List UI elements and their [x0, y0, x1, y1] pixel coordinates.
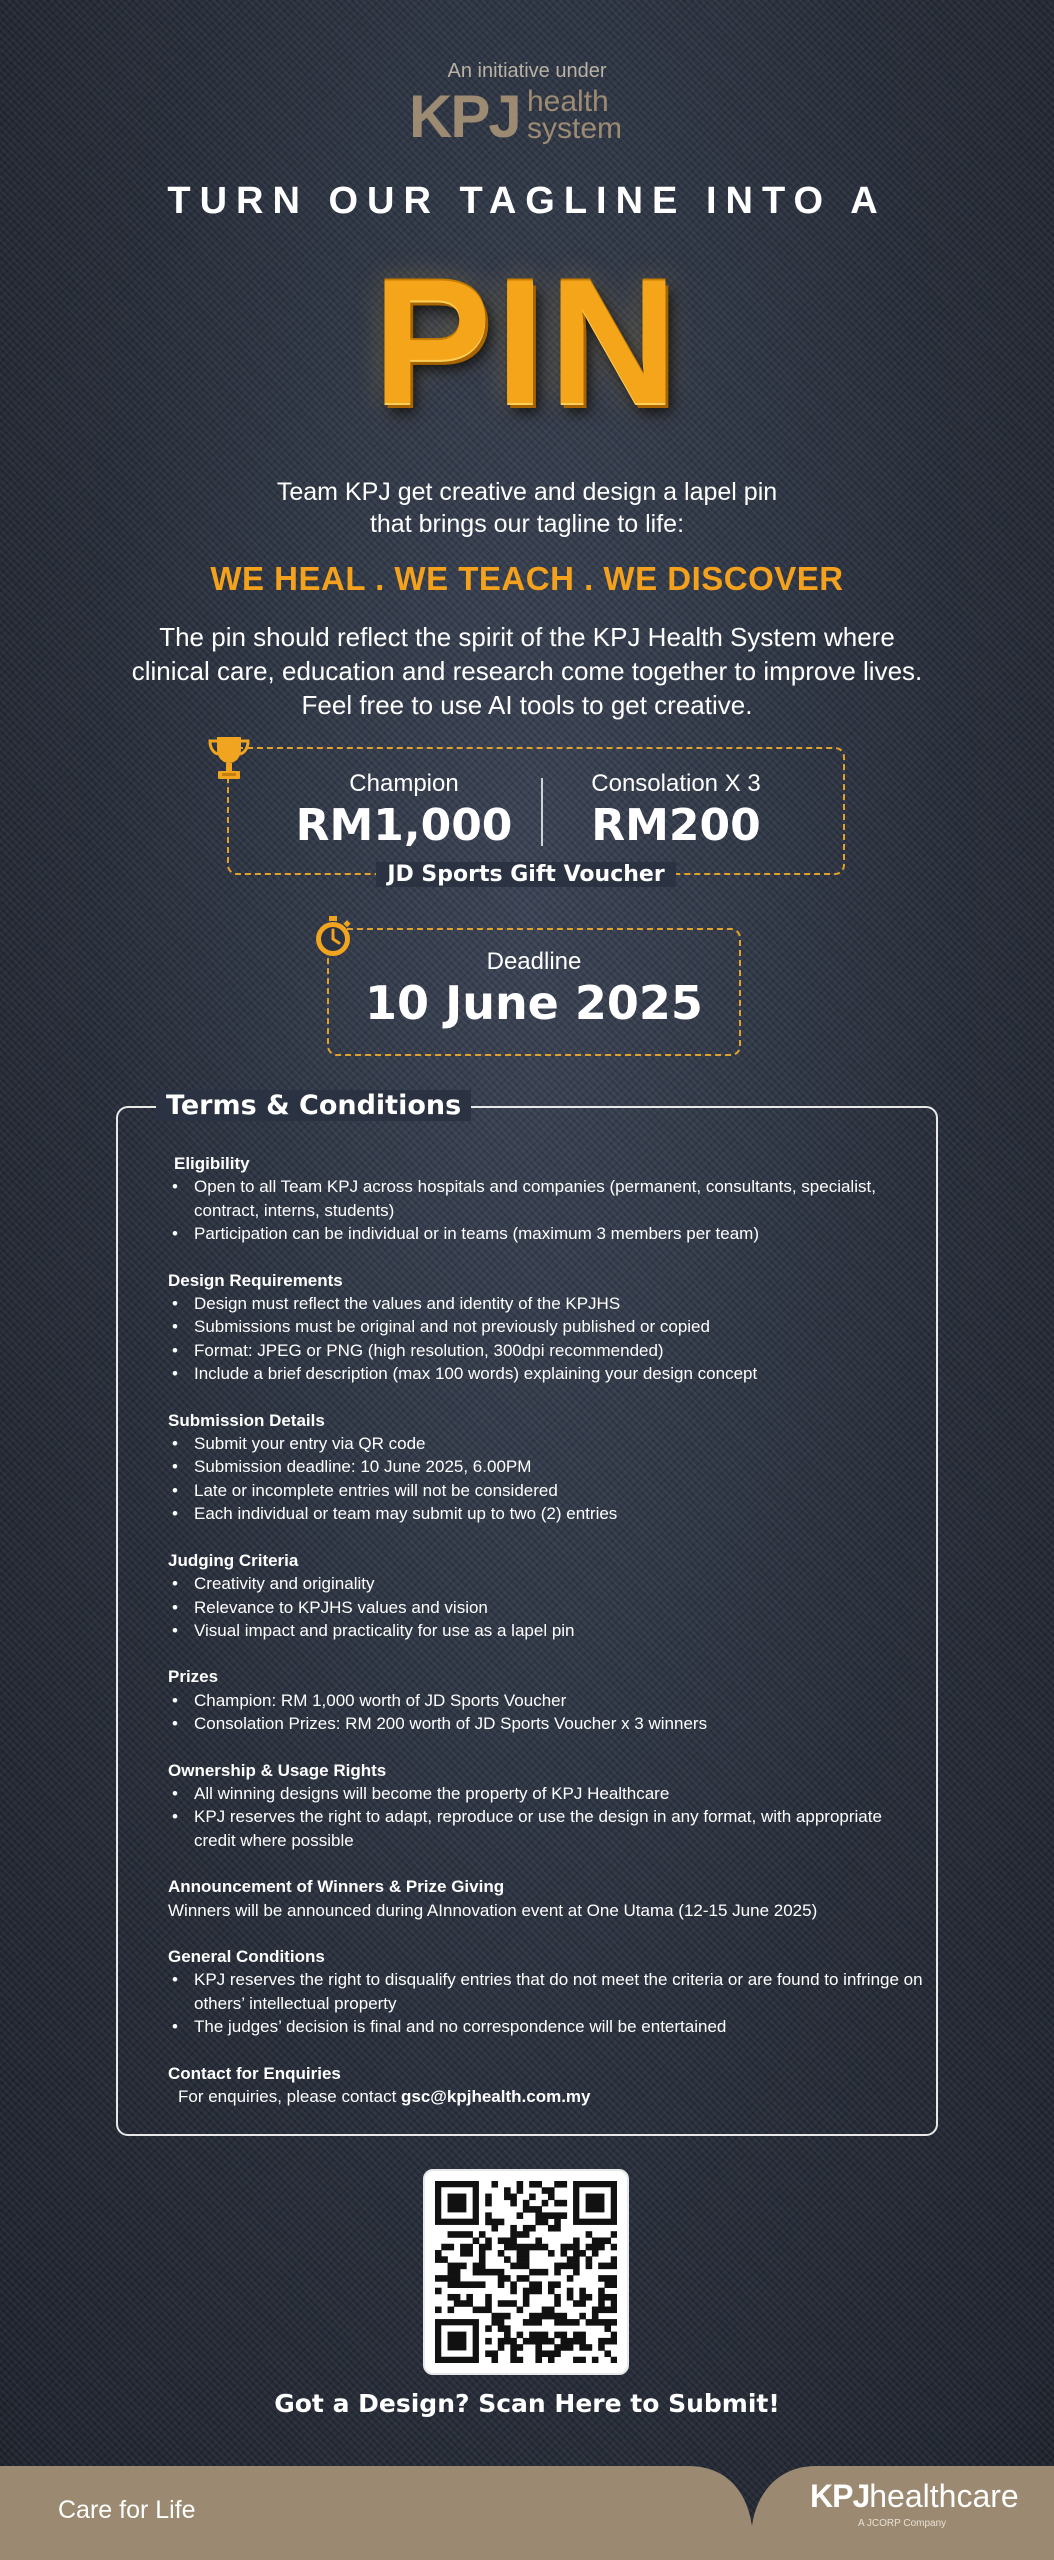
headline: TURN OUR TAGLINE INTO A	[167, 180, 887, 222]
brand-wordmark: KPJhealthcare	[810, 2478, 1019, 2514]
footer-tagline: Care for Life	[58, 2496, 196, 2524]
list-item: • The judges’ decision is final and no correspondence will be entertained	[168, 2015, 928, 2038]
deadline-date: 10 June 2025	[365, 976, 703, 1030]
section-heading: Design Requirements	[168, 1270, 343, 1290]
section-heading: Contact for Enquiries	[168, 2063, 341, 2083]
terms-body	[168, 1152, 928, 2131]
list-item: • Champion: RM 1,000 worth of JD Sports Voucher	[168, 1689, 928, 1712]
consolation-amount: RM200	[591, 800, 761, 851]
terms-section-judging	[168, 1549, 928, 1643]
section-heading: Submission Details	[168, 1410, 325, 1430]
list-item: • Design must reflect the values and identity of the KPJHS	[168, 1292, 928, 1315]
logo-mark: KPJ	[409, 83, 520, 150]
deadline-label: Deadline	[486, 948, 582, 975]
terms-section-general	[168, 1945, 928, 2039]
section-heading: Prizes	[168, 1667, 219, 1687]
consolation-label: Consolation X 3	[591, 770, 761, 797]
list-item: • Open to all Team KPJ across hospitals and companies (permanent, consultants, specialist, contract, interns, students)	[168, 1175, 928, 1222]
logo-wordmark: health system	[527, 85, 623, 145]
voucher-label: JD Sports Gift Voucher	[376, 862, 676, 887]
pin-title: PIN	[372, 242, 682, 441]
prize-divider	[541, 778, 543, 846]
list-item: • Each individual or team may submit up to two (2) entries	[168, 1502, 928, 1525]
slogan: WE HEAL . WE TEACH . WE DISCOVER	[210, 560, 844, 597]
contact-email-link[interactable]: gsc@kpjhealth.com.my	[401, 2087, 591, 2106]
consolation-prize	[556, 770, 796, 851]
list-item: • All winning designs will become the property of KPJ Healthcare	[168, 1782, 928, 1805]
description-text: The pin should reflect the spirit of the KPJ Health System where clinical care, education and research come together to improve lives. Feel free to use AI tools to get creative.	[131, 622, 923, 720]
qr-code-frame[interactable]	[423, 2169, 629, 2375]
scan-caption: Got a Design? Scan Here to Submit!	[274, 2389, 780, 2418]
list-item: • Submit your entry via QR code	[168, 1432, 928, 1455]
trophy-icon	[207, 733, 251, 783]
list-item: • KPJ reserves the right to adapt, reproduce or use the design in any format, with appropriate credit where possible	[168, 1805, 928, 1852]
list-item: • Visual impact and practicality for use as a lapel pin	[168, 1619, 928, 1642]
section-heading: General Conditions	[168, 1946, 325, 1966]
champion-label: Champion	[349, 770, 459, 797]
kpj-health-system-logo	[409, 83, 649, 150]
list-item: • Consolation Prizes: RM 200 worth of JD Sports Voucher x 3 winners	[168, 1712, 928, 1735]
contact-text: For enquiries, please contact gsc@kpjhealth.com.my	[178, 2087, 591, 2106]
list-item: • Submission deadline: 10 June 2025, 6.00PM	[168, 1455, 928, 1478]
kpj-healthcare-logo	[810, 2478, 1020, 2536]
terms-section-announcement	[168, 1875, 928, 1922]
list-item: • KPJ reserves the right to disqualify entries that do not meet the criteria or are found to infringe on others’ intellectual property	[168, 1968, 928, 2015]
announcement-text: Winners will be announced during AInnovation event at One Utama (12-15 June 2025)	[168, 1900, 818, 1920]
section-heading: Ownership & Usage Rights	[168, 1760, 387, 1780]
list-item: • Creativity and originality	[168, 1572, 928, 1595]
intro-text: Team KPJ get creative and design a lapel pin that brings our tagline to life:	[276, 478, 778, 538]
list-item: • Relevance to KPJHS values and vision	[168, 1596, 928, 1619]
list-item: • Include a brief description (max 100 words) explaining your design concept	[168, 1362, 928, 1385]
section-heading: Announcement of Winners & Prize Giving	[168, 1877, 505, 1897]
section-heading: Eligibility	[174, 1154, 250, 1173]
initiative-label: An initiative under	[447, 60, 607, 82]
list-item: • Late or incomplete entries will not be considered	[168, 1479, 928, 1502]
list-item: • Participation can be individual or in teams (maximum 3 members per team)	[168, 1222, 928, 1245]
terms-section-design	[168, 1269, 928, 1386]
terms-section-ownership	[168, 1759, 928, 1853]
qr-code-icon[interactable]	[435, 2181, 617, 2363]
champion-prize	[284, 770, 524, 851]
brand-subline: A JCORP Company	[858, 2518, 947, 2529]
terms-section-eligibility	[168, 1152, 928, 1246]
terms-section-submission	[168, 1409, 928, 1526]
terms-section-prizes	[168, 1665, 928, 1735]
terms-section-contact	[168, 2062, 928, 2109]
section-heading: Judging Criteria	[168, 1550, 299, 1570]
list-item: • Format: JPEG or PNG (high resolution, 300dpi recommended)	[168, 1339, 928, 1362]
champion-amount: RM1,000	[295, 800, 513, 851]
terms-title: Terms & Conditions	[156, 1090, 471, 1121]
list-item: • Submissions must be original and not previously published or copied	[168, 1315, 928, 1338]
